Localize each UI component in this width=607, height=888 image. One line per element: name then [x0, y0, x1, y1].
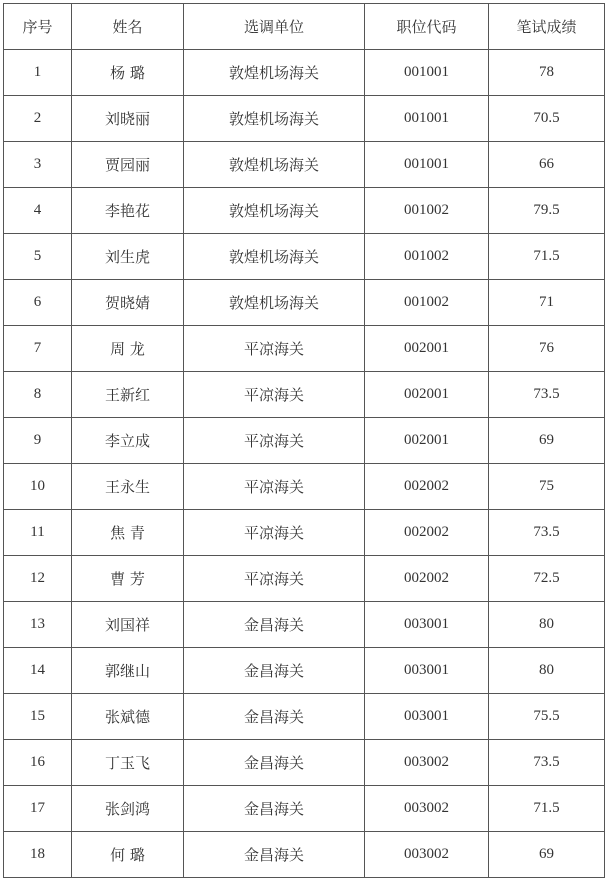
cell-index: 6	[4, 280, 72, 326]
cell-index: 14	[4, 648, 72, 694]
table-header	[4, 4, 605, 50]
cell-index: 12	[4, 556, 72, 602]
cell-name: 王永生	[72, 464, 184, 510]
cell-score: 76	[489, 326, 605, 372]
cell-score: 73.5	[489, 740, 605, 786]
cell-unit: 平凉海关	[184, 464, 365, 510]
cell-name: 李艳花	[72, 188, 184, 234]
cell-unit: 敦煌机场海关	[184, 234, 365, 280]
cell-unit: 敦煌机场海关	[184, 280, 365, 326]
cell-score: 70.5	[489, 96, 605, 142]
cell-unit: 平凉海关	[184, 418, 365, 464]
table-row	[4, 142, 605, 188]
cell-index: 4	[4, 188, 72, 234]
cell-index: 2	[4, 96, 72, 142]
header-position-code: 职位代码	[365, 4, 489, 50]
cell-index: 8	[4, 372, 72, 418]
table-row	[4, 832, 605, 878]
table-row	[4, 510, 605, 556]
cell-name: 刘生虎	[72, 234, 184, 280]
header-index: 序号	[4, 4, 72, 50]
cell-unit: 平凉海关	[184, 326, 365, 372]
cell-score: 75.5	[489, 694, 605, 740]
cell-position-code: 003001	[365, 648, 489, 694]
cell-name: 王新红	[72, 372, 184, 418]
cell-name: 曹 芳	[72, 556, 184, 602]
cell-position-code: 003001	[365, 602, 489, 648]
cell-position-code: 001002	[365, 280, 489, 326]
cell-name: 刘国祥	[72, 602, 184, 648]
table-row	[4, 556, 605, 602]
cell-unit: 金昌海关	[184, 602, 365, 648]
cell-position-code: 001001	[365, 142, 489, 188]
table-row	[4, 464, 605, 510]
cell-unit: 金昌海关	[184, 694, 365, 740]
cell-position-code: 003002	[365, 786, 489, 832]
cell-position-code: 002001	[365, 418, 489, 464]
cell-score: 66	[489, 142, 605, 188]
header-score: 笔试成绩	[489, 4, 605, 50]
cell-position-code: 001001	[365, 50, 489, 96]
cell-unit: 敦煌机场海关	[184, 96, 365, 142]
cell-index: 3	[4, 142, 72, 188]
cell-index: 18	[4, 832, 72, 878]
table-row	[4, 326, 605, 372]
cell-unit: 敦煌机场海关	[184, 188, 365, 234]
table-row	[4, 418, 605, 464]
cell-position-code: 002001	[365, 326, 489, 372]
cell-score: 69	[489, 418, 605, 464]
cell-score: 72.5	[489, 556, 605, 602]
score-table	[3, 3, 605, 878]
table-row	[4, 786, 605, 832]
table-row	[4, 694, 605, 740]
table-row	[4, 280, 605, 326]
table-row	[4, 372, 605, 418]
cell-name: 焦 青	[72, 510, 184, 556]
cell-index: 15	[4, 694, 72, 740]
table-body	[4, 50, 605, 878]
cell-position-code: 001002	[365, 234, 489, 280]
cell-position-code: 002002	[365, 556, 489, 602]
cell-position-code: 001001	[365, 96, 489, 142]
cell-score: 80	[489, 602, 605, 648]
cell-index: 13	[4, 602, 72, 648]
cell-name: 贺晓婧	[72, 280, 184, 326]
table-row	[4, 740, 605, 786]
cell-score: 79.5	[489, 188, 605, 234]
cell-unit: 平凉海关	[184, 372, 365, 418]
cell-name: 贾园丽	[72, 142, 184, 188]
cell-position-code: 003002	[365, 832, 489, 878]
cell-unit: 平凉海关	[184, 556, 365, 602]
cell-score: 80	[489, 648, 605, 694]
cell-name: 张斌德	[72, 694, 184, 740]
cell-name: 丁玉飞	[72, 740, 184, 786]
cell-score: 78	[489, 50, 605, 96]
cell-index: 10	[4, 464, 72, 510]
cell-name: 刘晓丽	[72, 96, 184, 142]
cell-index: 11	[4, 510, 72, 556]
cell-name: 周 龙	[72, 326, 184, 372]
cell-name: 杨 璐	[72, 50, 184, 96]
cell-unit: 金昌海关	[184, 740, 365, 786]
cell-unit: 平凉海关	[184, 510, 365, 556]
header-unit: 选调单位	[184, 4, 365, 50]
cell-position-code: 003002	[365, 740, 489, 786]
cell-index: 7	[4, 326, 72, 372]
cell-score: 73.5	[489, 510, 605, 556]
cell-index: 16	[4, 740, 72, 786]
cell-score: 75	[489, 464, 605, 510]
cell-score: 69	[489, 832, 605, 878]
header-row	[4, 4, 605, 50]
cell-name: 郭继山	[72, 648, 184, 694]
table-row	[4, 96, 605, 142]
table-row	[4, 188, 605, 234]
table-row	[4, 50, 605, 96]
cell-name: 何 璐	[72, 832, 184, 878]
cell-unit: 敦煌机场海关	[184, 142, 365, 188]
cell-position-code: 001002	[365, 188, 489, 234]
cell-index: 5	[4, 234, 72, 280]
cell-unit: 金昌海关	[184, 832, 365, 878]
cell-score: 71	[489, 280, 605, 326]
header-name: 姓名	[72, 4, 184, 50]
cell-index: 17	[4, 786, 72, 832]
cell-unit: 金昌海关	[184, 786, 365, 832]
cell-unit: 金昌海关	[184, 648, 365, 694]
cell-score: 71.5	[489, 786, 605, 832]
cell-position-code: 002002	[365, 464, 489, 510]
cell-position-code: 002001	[365, 372, 489, 418]
cell-name: 李立成	[72, 418, 184, 464]
cell-index: 1	[4, 50, 72, 96]
cell-score: 71.5	[489, 234, 605, 280]
cell-position-code: 002002	[365, 510, 489, 556]
table-row	[4, 234, 605, 280]
cell-position-code: 003001	[365, 694, 489, 740]
cell-score: 73.5	[489, 372, 605, 418]
cell-unit: 敦煌机场海关	[184, 50, 365, 96]
cell-index: 9	[4, 418, 72, 464]
table-row	[4, 602, 605, 648]
table-row	[4, 648, 605, 694]
cell-name: 张剑鸿	[72, 786, 184, 832]
